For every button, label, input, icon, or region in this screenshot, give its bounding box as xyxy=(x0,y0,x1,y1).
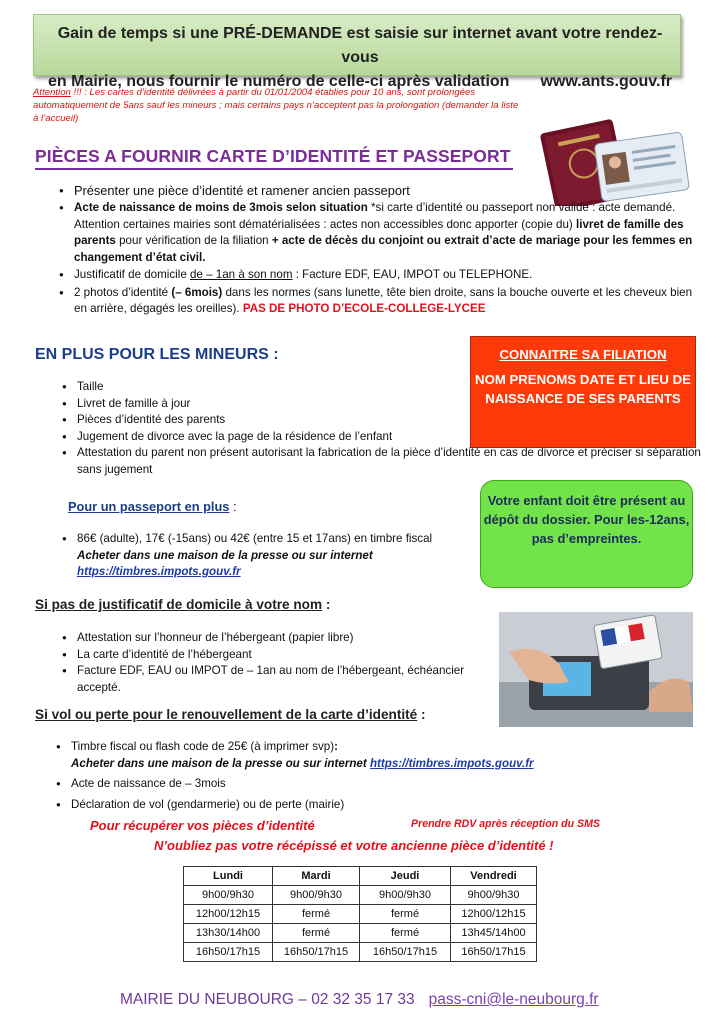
header-cell: Lundi xyxy=(184,867,273,886)
table-cell: 12h00/12h15 xyxy=(184,905,273,924)
minors-heading: EN PLUS POUR LES MINEURS : xyxy=(35,346,279,363)
recuperer-note: Pour récupérer vos pièces d’identité xyxy=(90,818,315,833)
list-item: ● Attestation du parent non présent autorisant la fabrication de la pièce d’identité en cas de divorce et préciser si séparation sans jugement xyxy=(62,445,702,478)
table-cell: 16h50/17h15 xyxy=(451,943,537,962)
table-row xyxy=(184,924,537,943)
banner-line2: en Mairie, nous fournir le numéro de celle-ci après validation xyxy=(48,73,510,90)
footer-mairie-phone: MAIRIE DU NEUBOURG – 02 32 35 17 33 xyxy=(120,991,415,1008)
hours-table xyxy=(183,866,537,962)
table-cell: 9h00/9h30 xyxy=(360,886,451,905)
banner-url[interactable]: www.ants.gouv.fr xyxy=(540,73,672,90)
footer-contact xyxy=(120,991,599,1009)
footer-email-link[interactable]: pass-cni@le-neubourg.fr xyxy=(428,991,599,1008)
minors-list xyxy=(62,379,702,478)
table-cell: 16h50/17h15 xyxy=(184,943,273,962)
pre-demande-banner xyxy=(33,14,681,90)
table-cell: 16h50/17h15 xyxy=(273,943,360,962)
list-item: ● La carte d’identité de l’hébergeant xyxy=(62,647,492,664)
header-cell: Jeudi xyxy=(360,867,451,886)
timbres-link[interactable]: https://timbres.impots.gouv.fr xyxy=(369,756,534,770)
attention-label: Attention xyxy=(33,87,71,98)
main-title: PIÈCES A FOURNIR CARTE D’IDENTITÉ ET PASSEPORT xyxy=(35,146,511,166)
list-item: ● Timbre fiscal ou flash code de 25€ (à imprimer svp): Acheter dans une maison de la presse ou sur internet https://timbres.impots.gouv.fr xyxy=(56,739,696,772)
table-cell: 12h00/12h15 xyxy=(451,905,537,924)
table-row xyxy=(184,943,537,962)
vol-perte-list xyxy=(56,739,696,817)
table-header-row xyxy=(184,867,537,886)
list-item: ● Pièces d’identité des parents xyxy=(62,412,702,429)
list-item: ● Acte de naissance de moins de 3mois selon situation *si carte d’identité ou passeport non valide : acte demandé. Attention certaines mairies sont dématérialisées : actes non accessibles donc apporter (copie du) livret de famille des parents pour vérification de la filiation + acte de décès du conjoint ou extrait d’acte de mariage pour les femmes en changement d’état civil. xyxy=(59,200,699,266)
table-cell: 13h30/14h00 xyxy=(184,924,273,943)
header-cell: Vendredi xyxy=(451,867,537,886)
enfant-present-box: Votre enfant doit être présent au dépôt du dossier. Pour les-12ans, pas d’empreintes. xyxy=(480,480,693,588)
table-cell: fermé xyxy=(273,924,360,943)
list-item: ● Livret de famille à jour xyxy=(62,396,702,413)
banner-line1: Gain de temps si une PRÉ-DEMANDE est saisie sur internet avant votre rendez-vous xyxy=(57,25,663,66)
table-cell: 13h45/14h00 xyxy=(451,924,537,943)
table-row xyxy=(184,886,537,905)
table-cell: 9h00/9h30 xyxy=(184,886,273,905)
pieces-list xyxy=(59,182,699,319)
timbres-link[interactable]: https://timbres.impots.gouv.fr xyxy=(77,565,241,578)
list-item: ● Acte de naissance de – 3mois xyxy=(56,776,696,793)
noubliez-note: N’oubliez pas votre récépissé et votre ancienne pièce d’identité ! xyxy=(154,838,554,853)
filiation-title: CONNAITRE SA FILIATION xyxy=(499,347,667,362)
attention-text: !!! : Les cartes d’identité délivrées à partir du 01/01/2004 établies pour 10 ans, sont prolongées automatiquement de 5ans sauf les mineurs ; mais certains pays n’acceptent pas la prolongation (demander la liste à l’accueil) xyxy=(33,87,519,124)
list-item: ● Présenter une pièce d’identité et ramener ancien passeport xyxy=(59,182,699,199)
domicile-list xyxy=(62,630,492,696)
fingerprint-scanner-photo xyxy=(499,612,693,727)
list-item: ● Taille xyxy=(62,379,702,396)
list-item: ● 2 photos d’identité (– 6mois) dans les normes (sans lunette, tête bien droite, sans la bouche ouverte et les cheveux bien en arrière, dégagés les oreilles). PAS DE PHOTO D’ECOLE-COLLEGE-LYCEE xyxy=(59,285,699,318)
attention-note xyxy=(33,86,523,125)
table-cell: 16h50/17h15 xyxy=(360,943,451,962)
vol-perte-heading: Si vol ou perte pour le renouvellement de la carte d’identité : xyxy=(35,707,426,722)
passport-heading: Pour un passeport en plus : xyxy=(68,499,237,514)
table-row xyxy=(184,905,537,924)
list-item: ● Attestation sur l’honneur de l’hébergeant (papier libre) xyxy=(62,630,492,647)
filiation-text: NOM PRENOMS DATE ET LIEU DE NAISSANCE DE SES PARENTS xyxy=(475,372,691,406)
rdv-note: Prendre RDV après réception du SMS xyxy=(411,818,600,830)
list-item: ● 86€ (adulte), 17€ (-15ans) ou 42€ (entre 15 et 17ans) en timbre fiscal Acheter dans une maison de la presse ou sur internet https://timbres.impots.gouv.fr xyxy=(62,531,472,581)
table-cell: 9h00/9h30 xyxy=(451,886,537,905)
table-cell: 9h00/9h30 xyxy=(273,886,360,905)
table-cell: fermé xyxy=(360,924,451,943)
list-item: ● Jugement de divorce avec la page de la résidence de l’enfant xyxy=(62,429,702,446)
list-item: ● Facture EDF, EAU ou IMPOT de – 1an au nom de l’hébergeant, échéancier accepté. xyxy=(62,663,492,696)
table-cell: fermé xyxy=(273,905,360,924)
list-item: ● Justificatif de domicile de – 1an à son nom : Facture EDF, EAU, IMPOT ou TELEPHONE. xyxy=(59,267,699,284)
list-item: ● Déclaration de vol (gendarmerie) ou de perte (mairie) xyxy=(56,797,696,814)
header-cell: Mardi xyxy=(273,867,360,886)
domicile-heading: Si pas de justificatif de domicile à votre nom : xyxy=(35,597,331,612)
passport-list xyxy=(62,531,472,581)
table-cell: fermé xyxy=(360,905,451,924)
main-title-underline xyxy=(35,168,513,170)
